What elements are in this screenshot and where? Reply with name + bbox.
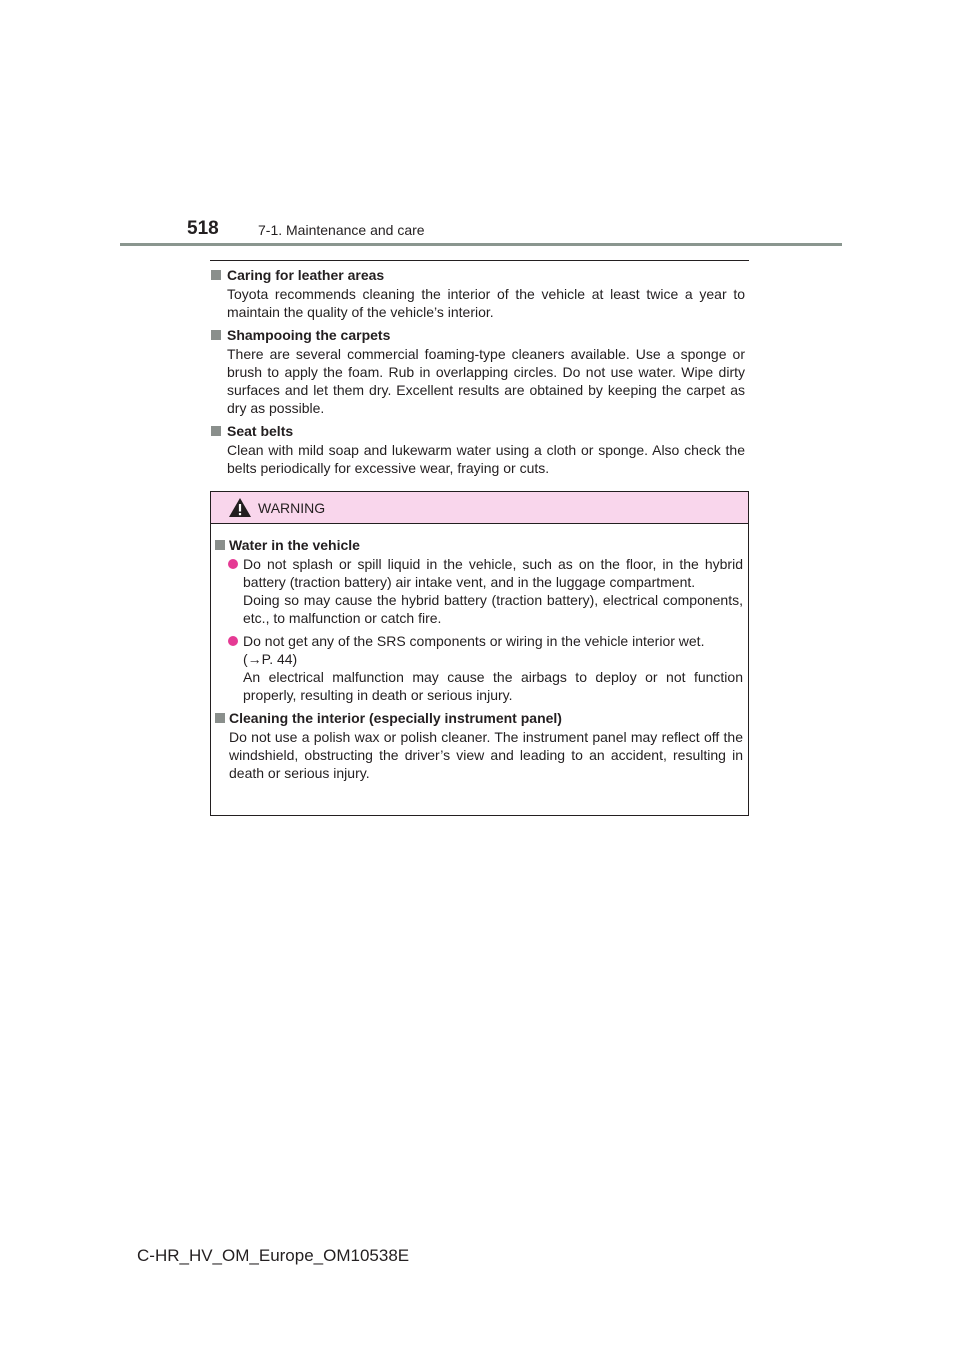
bullet-detail: Doing so may cause the hybrid battery (traction battery), electrical components, etc., to malfunction or catch fire. (243, 592, 743, 626)
square-bullet-icon (211, 270, 221, 280)
document-code: C-HR_HV_OM_Europe_OM10538E (137, 1246, 410, 1265)
header-rule (120, 243, 842, 246)
warning-bullet (215, 555, 743, 627)
warning-triangle-icon (228, 497, 252, 518)
item-heading: Seat belts (227, 423, 294, 439)
item-body: Toyota recommends cleaning the interior of the vehicle at least twice a year to maintain the quality of the vehicle’s interior. (227, 286, 745, 320)
item-body: There are several commercial foaming-type cleaners available. Use a sponge or brush to apply the foam. Rub in overlapping circles. Do not use water. Wipe dirty surfaces and let them dry. Excellent results are obtained by keeping the carpet as dry as possible. (227, 346, 745, 416)
warning-label: WARNING (258, 500, 326, 516)
square-bullet-icon (211, 330, 221, 340)
section-title: 7-1. Maintenance and care (258, 222, 425, 238)
item-heading: Caring for leather areas (227, 267, 385, 283)
item-seat-belts (210, 422, 745, 477)
bullet-text: Do not get any of the SRS components or wiring in the vehicle interior wet. (243, 633, 705, 649)
item-leather (210, 266, 745, 321)
content-top-rule (210, 260, 749, 261)
warning-box (210, 491, 749, 816)
warning-content (215, 536, 743, 786)
page-number: 518 (187, 218, 219, 239)
item-heading: Shampooing the carpets (227, 327, 391, 343)
warning-header (211, 492, 748, 524)
round-bullet-icon (228, 559, 238, 569)
square-bullet-icon (215, 713, 225, 723)
item-carpets (210, 326, 745, 417)
item-body: Clean with mild soap and lukewarm water using a cloth or sponge. Also check the belts periodically for excessive wear, fraying or cuts. (227, 442, 745, 476)
bullet-detail: An electrical malfunction may cause the airbags to deploy or not function properly, resulting in death or serious injury. (243, 669, 743, 703)
main-content (210, 266, 745, 482)
bullet-text: Do not splash or spill liquid in the vehicle, such as on the floor, in the hybrid battery (traction battery) air intake vent, and in the luggage compartment. (243, 556, 743, 590)
warning-section-body: Do not use a polish wax or polish cleaner. The instrument panel may reflect off the windshield, obstructing the driver’s view and leading to an accident, resulting in death or serious injury. (229, 729, 743, 781)
warning-bullet (215, 632, 743, 704)
square-bullet-icon (211, 426, 221, 436)
square-bullet-icon (215, 540, 225, 550)
warning-section-heading: Cleaning the interior (especially instrument panel) (229, 710, 562, 726)
page-reference: (→P. 44) (243, 651, 298, 667)
warning-section-heading: Water in the vehicle (229, 537, 360, 553)
round-bullet-icon (228, 636, 238, 646)
